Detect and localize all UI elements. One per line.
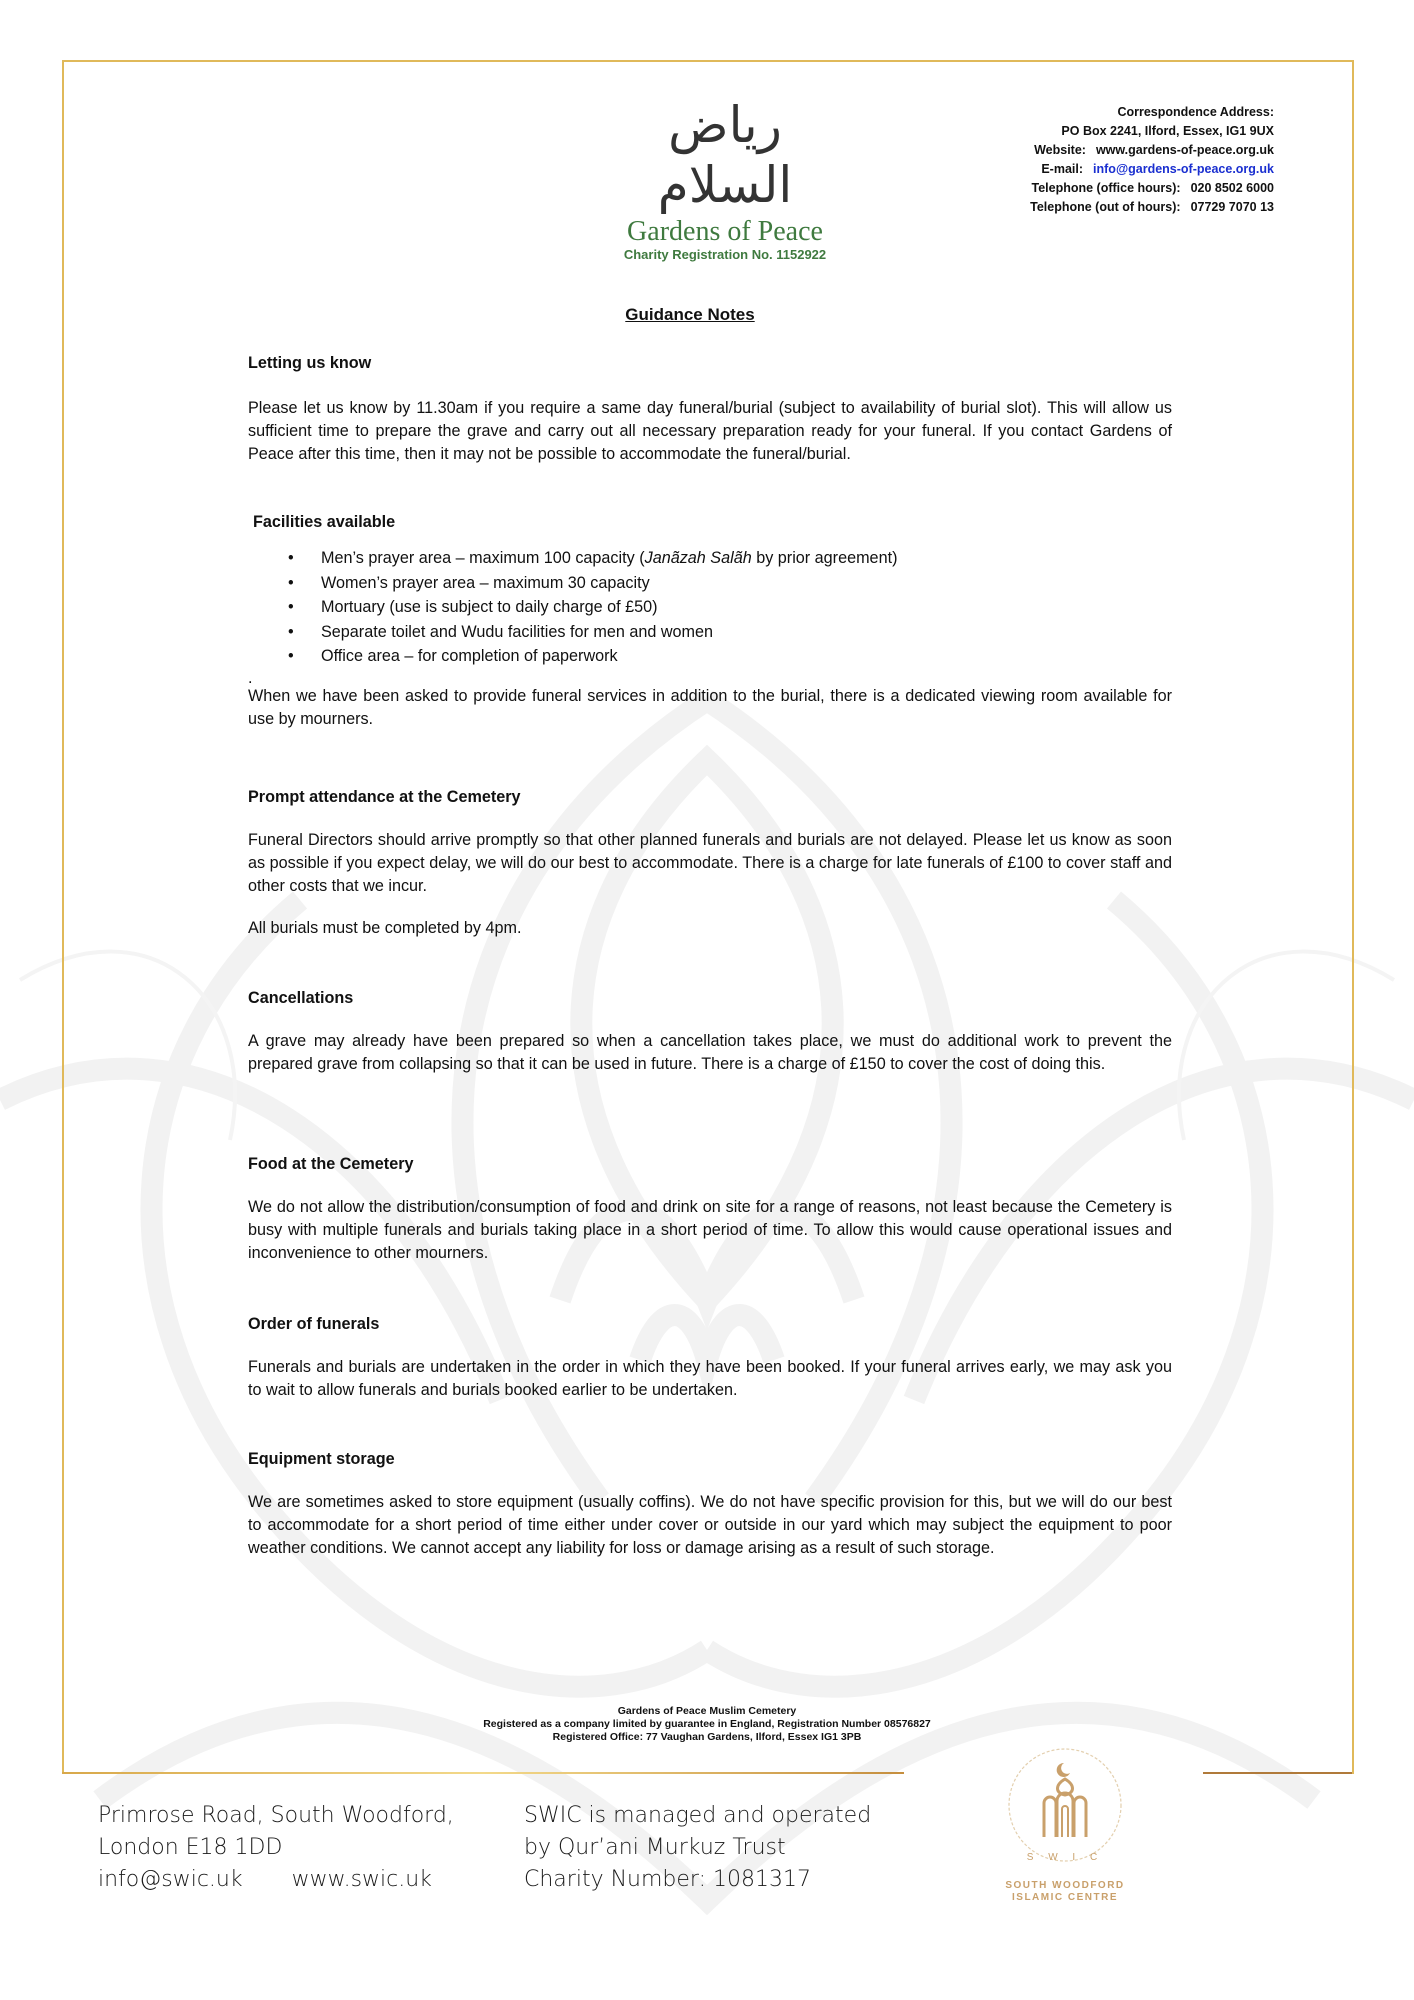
- correspondence-contact-block: [1030, 103, 1274, 217]
- swic-email-link[interactable]: info@swic.uk: [98, 1867, 243, 1892]
- phone-out: 07729 7070 13: [1190, 200, 1274, 214]
- swic-mosque-emblem-icon: [1000, 1745, 1130, 1865]
- phone-office-label: Telephone (office hours):: [1031, 181, 1181, 195]
- phone-office: 020 8502 6000: [1190, 181, 1274, 195]
- swic-logo-name-line1: SOUTH WOODFORD: [1005, 1880, 1125, 1891]
- section-cancellations: [248, 987, 1172, 1076]
- section-equipment-storage: [248, 1448, 1172, 1560]
- contact-address: PO Box 2241, Ilford, Essex, IG1 9UX: [1061, 124, 1274, 138]
- swic-managed-line1: SWIC is managed and operated: [524, 1803, 872, 1828]
- reg-footer-line2: Registered as a company limited by guarantee in England, Registration Number 08576827: [483, 1718, 931, 1730]
- swic-logo-name-line2: ISLAMIC CENTRE: [1012, 1892, 1118, 1903]
- website-link[interactable]: www.gardens-of-peace.org.uk: [1095, 143, 1274, 157]
- section-heading: Order of funerals: [248, 1315, 380, 1333]
- facility-item: • Separate toilet and Wudu facilities for men and women: [248, 620, 1172, 645]
- section-heading: Cancellations: [248, 989, 354, 1007]
- facility-item: • Mortuary (use is subject to daily charge of £50): [248, 595, 1172, 620]
- swic-charity-number: Charity Number: 1081317: [524, 1867, 811, 1892]
- reg-footer-line1: Gardens of Peace Muslim Cemetery: [617, 1705, 797, 1717]
- email-label: E-mail:: [1041, 162, 1084, 176]
- janazah-salah-italic: Janãzah Salãh: [644, 549, 752, 567]
- gold-frame-bottom-right: [1203, 1772, 1352, 1774]
- swic-address-line2: London E18 1DD: [98, 1835, 283, 1860]
- section-heading: Food at the Cemetery: [248, 1155, 414, 1173]
- contact-heading: Correspondence Address:: [1117, 105, 1274, 119]
- section-heading: Facilities available: [253, 513, 396, 531]
- section-text: We are sometimes asked to store equipment (usually coffins). We do not have specific provision for this, but we will do our best to accommodate for a short period of time either under cover or outside in our yard which may subject the equipment to poor weather conditions. We cannot accept any liability for loss or damage arising as a result of such storage.: [248, 1493, 1172, 1557]
- section-text-2: All burials must be completed by 4pm.: [248, 919, 522, 937]
- section-text: Funeral Directors should arrive promptly so that other planned funerals and burials are not delayed. Please let us know as soon as possible if you expect delay, we will do our best to accommodate. There is a charge for late funerals of £100 to cover staff and other costs that we incur.: [248, 831, 1172, 895]
- section-order-of-funerals: [248, 1313, 1172, 1402]
- section-heading: Prompt attendance at the Cemetery: [248, 788, 521, 806]
- section-text: Funerals and burials are undertaken in the order in which they have been booked. If your funeral arrives early, we may ask you to wait to allow funerals and burials booked earlier to be undertaken.: [248, 1358, 1172, 1399]
- website-label: Website:: [1034, 143, 1086, 157]
- charity-registration: Charity Registration No. 1152922: [623, 247, 827, 262]
- swic-website-link[interactable]: www.swic.uk: [291, 1867, 432, 1892]
- swic-address-block: [98, 1800, 454, 1896]
- section-heading: Equipment storage: [248, 1450, 395, 1468]
- section-letting-us-know: [248, 352, 1172, 466]
- swic-logo: [990, 1745, 1140, 1904]
- section-text: We do not allow the distribution/consumption of food and drink on site for a range of reasons, not least because the Cemetery is busy with multiple funerals and burials taking place in a short period of time. To allow this would cause operational issues and inconvenience to other mourners.: [248, 1198, 1172, 1262]
- facility-item: • Women’s prayer area – maximum 30 capacity: [248, 571, 1172, 596]
- swic-managed-line2: by Qur’ani Murkuz Trust: [524, 1835, 786, 1860]
- phone-out-label: Telephone (out of hours):: [1030, 200, 1181, 214]
- email-link[interactable]: info@gardens-of-peace.org.uk: [1093, 162, 1274, 176]
- registration-footer: [0, 1705, 1414, 1744]
- section-food: [248, 1153, 1172, 1265]
- stray-dot: .: [248, 668, 253, 687]
- document-title: Guidance Notes: [625, 305, 755, 324]
- facility-item: • Office area – for completion of paperwork: [248, 644, 1172, 669]
- section-text: When we have been asked to provide funeral services in addition to the burial, there is a dedicated viewing room available for use by mourners.: [248, 686, 1172, 728]
- swic-logo-abbrev: S W I C: [1026, 1852, 1104, 1863]
- swic-address-line1: Primrose Road, South Woodford,: [98, 1803, 454, 1828]
- section-heading: Letting us know: [248, 354, 372, 372]
- swic-management-block: [524, 1800, 871, 1896]
- facilities-list: [248, 546, 1172, 669]
- section-prompt-attendance: [248, 786, 1172, 940]
- section-text: A grave may already have been prepared so when a cancellation takes place, we must do additional work to prevent the prepared grave from collapsing so that it can be used in future. There is a charge of £150 to cover the cost of doing this.: [248, 1032, 1172, 1073]
- logo-name: Gardens of Peace: [627, 216, 823, 247]
- gold-frame-bottom-left: [62, 1772, 904, 1774]
- facility-item: • Men’s prayer area – maximum 100 capacity (Janãzah Salãh by prior agreement): [248, 546, 1172, 571]
- logo-arabic-calligraphy: رياض السلام: [657, 96, 793, 214]
- section-facilities: [248, 511, 1172, 731]
- section-text: Please let us know by 11.30am if you require a same day funeral/burial (subject to availability of burial slot). This will allow us sufficient time to prepare the grave and carry out all necessary preparation ready for your funeral. If you contact Gardens of Peace after this time, then it may not be possible to accommodate the funeral/burial.: [248, 399, 1172, 463]
- reg-footer-line3: Registered Office: 77 Vaughan Gardens, Ilford, Essex IG1 3PB: [552, 1731, 862, 1743]
- gardens-of-peace-logo: [600, 95, 850, 263]
